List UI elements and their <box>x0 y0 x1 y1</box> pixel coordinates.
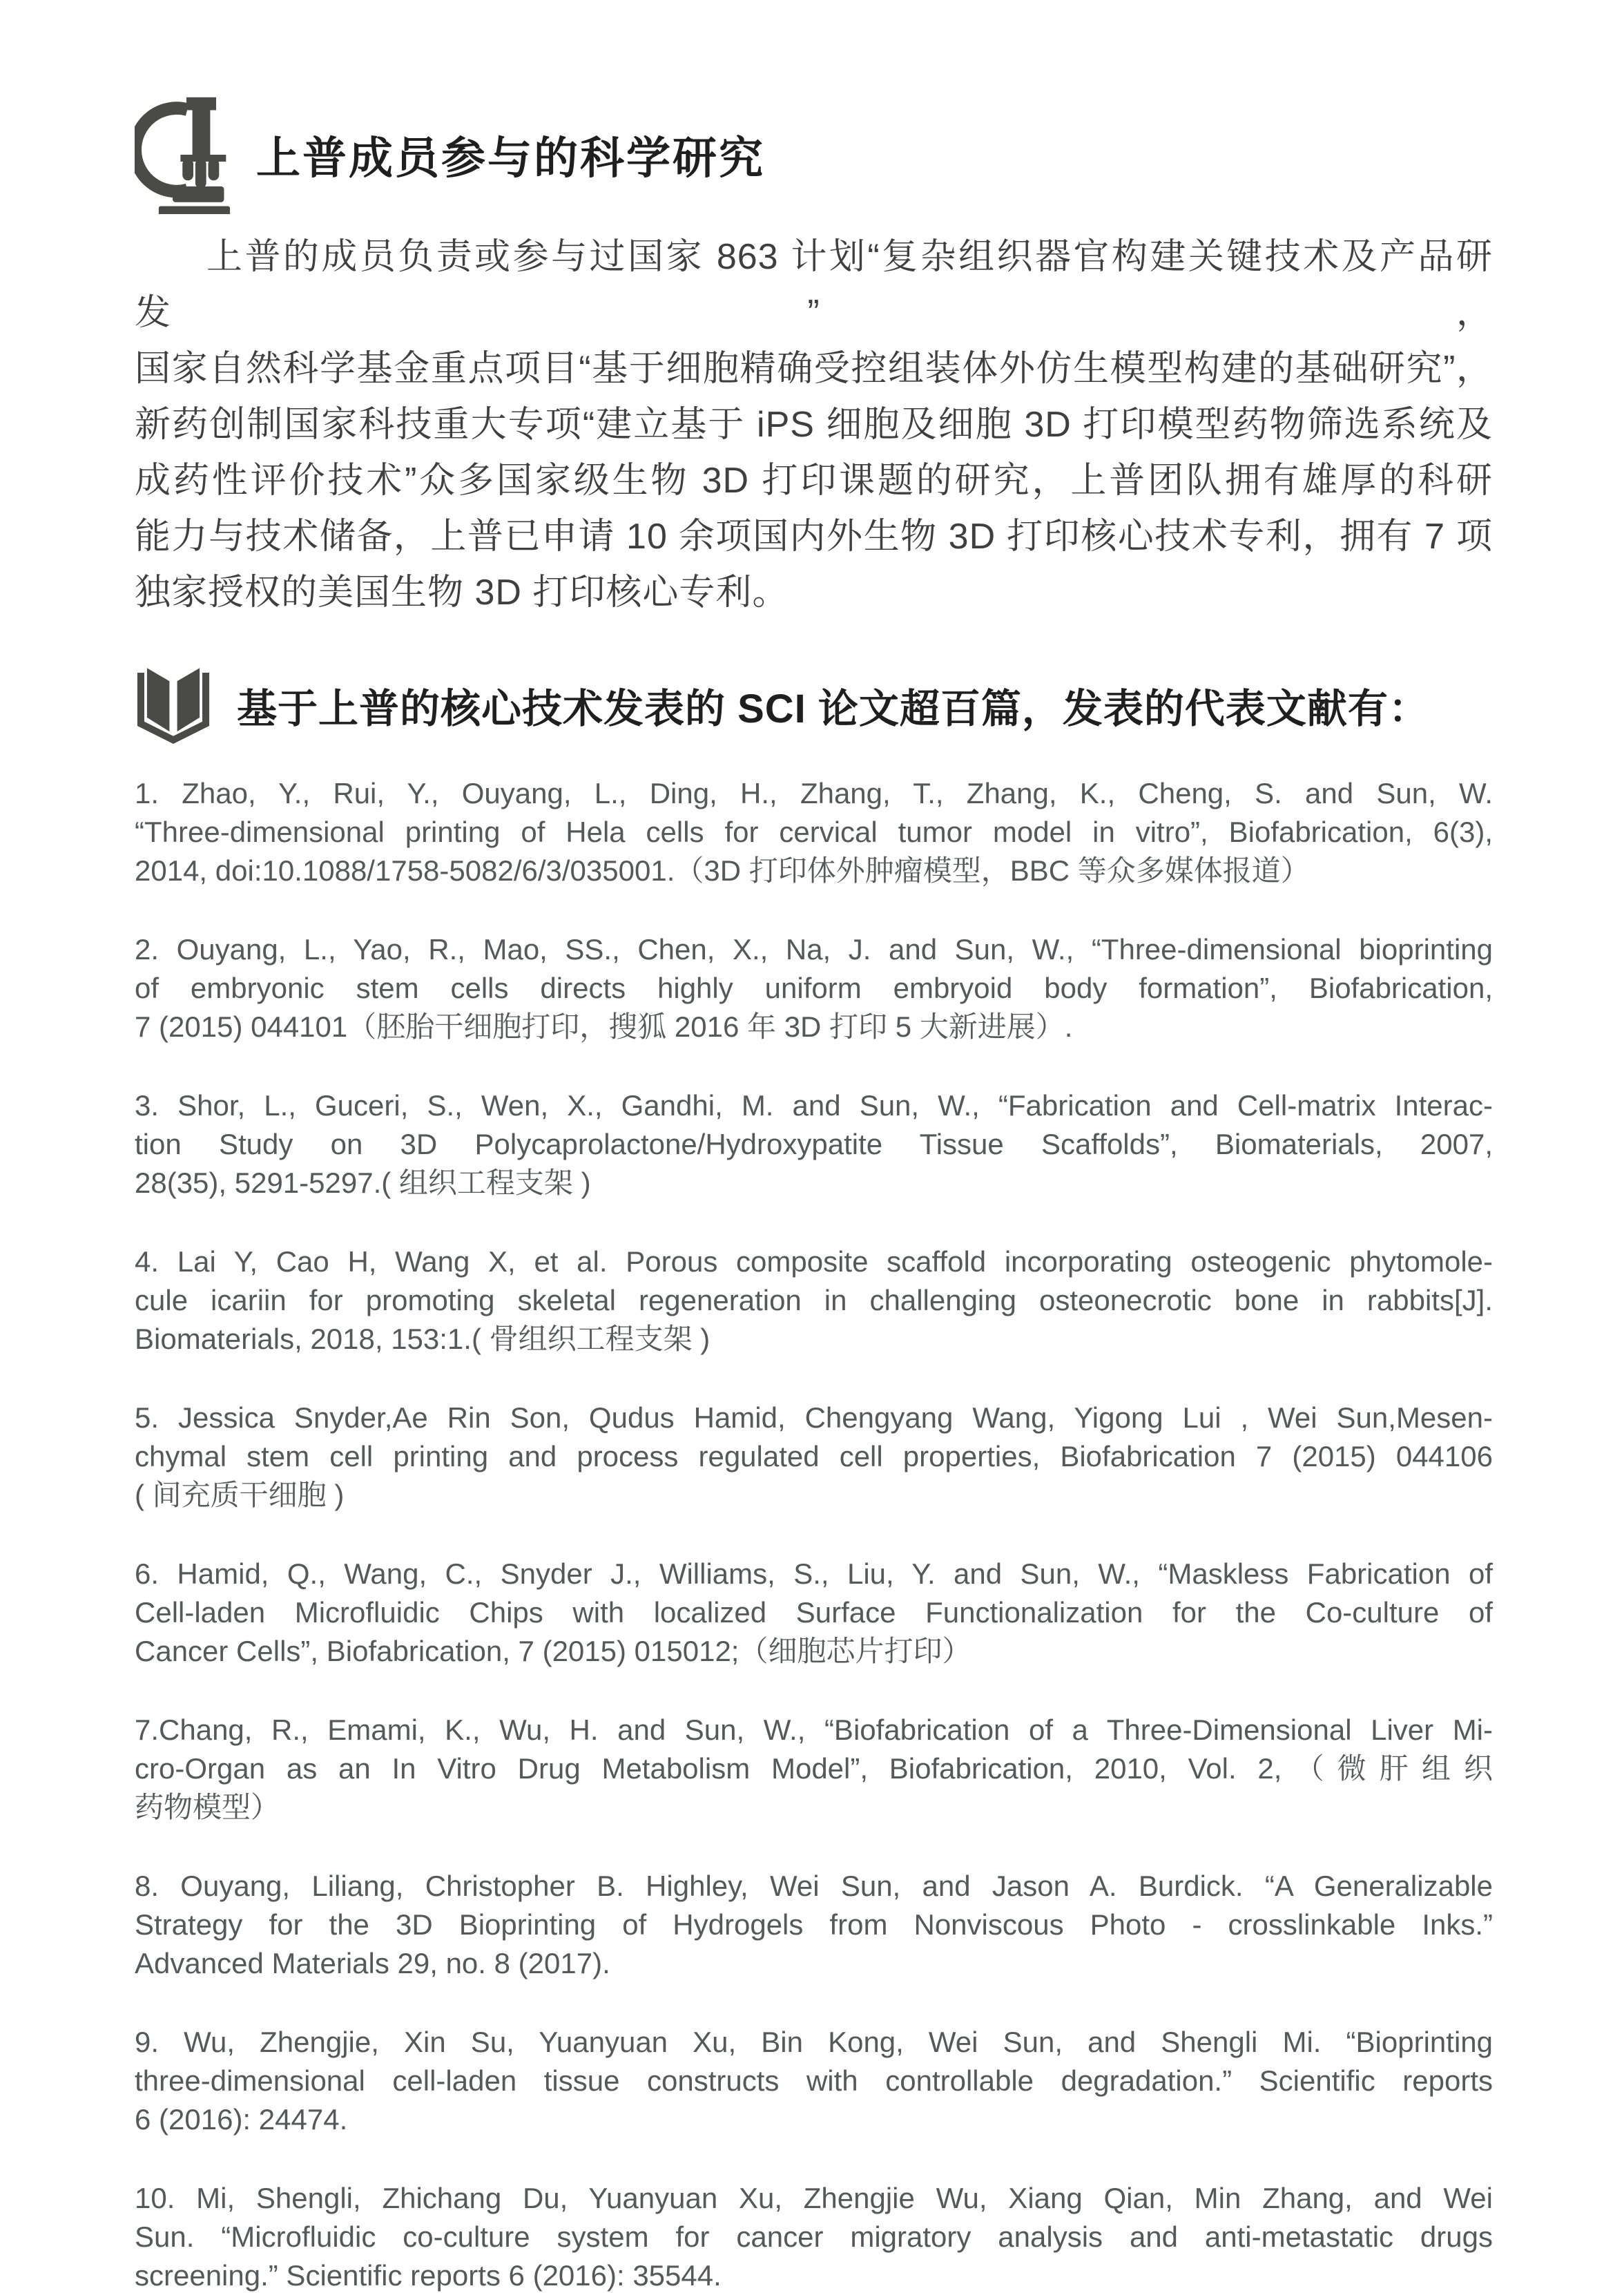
reference-list <box>135 774 1493 2293</box>
paragraph-line: 国家自然科学基金重点项目“基于细胞精确受控组装体外仿生模型构建的基础研究”， <box>135 349 1493 389</box>
reference-line: 3. Shor, L., Guceri, S., Wen, X., Gandhi, M. and Sun, W., “Fabrication and Cell-matrix Interac- <box>135 1089 1493 1122</box>
reference-line: 2014, doi:10.1088/1758-5082/6/3/035001.（3D 打印体外肿瘤模型，BBC 等众多媒体报道） <box>135 854 1310 887</box>
reference-line: 2. Ouyang, L., Yao, R., Mao, SS., Chen, X., Na, J. and Sun, W., “Three-dimensional bioprinting <box>135 933 1493 966</box>
paragraph-line: 独家授权的美国生物 3D 打印核心专利。 <box>135 573 789 613</box>
reference-item <box>135 2179 1493 2293</box>
reference-item <box>135 1086 1493 1202</box>
reference-line: 9. Wu, Zhengjie, Xin Su, Yuanyuan Xu, Bin Kong, Wei Sun, and Shengli Mi. “Bioprinting <box>135 2026 1493 2058</box>
reference-item <box>135 1711 1493 1827</box>
reference-line: 28(35), 5291-5297.( 组织工程支架 ) <box>135 1167 591 1199</box>
reference-item <box>135 1399 1493 1515</box>
reference-line: “Three-dimensional printing of Hela cells for cervical tumor model in vitro”, Biofabrication, 6(3), <box>135 816 1493 848</box>
open-book-icon <box>135 662 212 749</box>
reference-line: 8. Ouyang, Liliang, Christopher B. Highley, Wei Sun, and Jason A. Burdick. “A Generalizable <box>135 1870 1493 1902</box>
reference-line: 7.Chang, R., Emami, K., Wu, H. and Sun, W., “Biofabrication of a Three-Dimensional Liver Mi- <box>135 1714 1493 1746</box>
reference-line: 药物模型） <box>135 1791 280 1823</box>
reference-line: 7 (2015) 044101（胚胎干细胞打印，搜狐 2016 年 3D 打印 5 大新进展）. <box>135 1010 1073 1043</box>
microscope-icon <box>135 95 238 214</box>
reference-line: cro-Organ as an In Vitro Drug Metabolism Model”, Biofabrication, 2010, Vol. 2,（微肝组织 <box>135 1752 1493 1785</box>
reference-line: chymal stem cell printing and process regulated cell properties, Biofabrication 7 (2015) 044106 <box>135 1440 1493 1472</box>
reference-line: Cancer Cells”, Biofabrication, 7 (2015) 015012;（细胞芯片打印） <box>135 1635 972 1667</box>
paragraph-line: 上普的成员负责或参与过国家 863 计划“复杂组织器官构建关键技术及产品研发”， <box>135 237 1493 333</box>
reference-line: 5. Jessica Snyder,Ae Rin Son, Qudus Hamid, Chengyang Wang, Yigong Lui , Wei Sun,Mesen- <box>135 1401 1493 1434</box>
reference-item <box>135 1243 1493 1359</box>
publications-section-title: 基于上普的核心技术发表的 SCI 论文超百篇，发表的代表文献有： <box>237 687 1429 731</box>
reference-line: of embryonic stem cells directs highly uniform embryoid body formation”, Biofabrication, <box>135 972 1493 1004</box>
reference-line: Sun. “Microfluidic co-culture system for cancer migratory analysis and anti-metastatic drugs <box>135 2220 1493 2253</box>
research-section-header <box>135 95 1493 214</box>
reference-line: three-dimensional cell-laden tissue constructs with controllable degradation.” Scientific reports <box>135 2064 1493 2097</box>
reference-line: screening.” Scientific reports 6 (2016): 35544. <box>135 2259 722 2292</box>
reference-line: cule icariin for promoting skeletal regeneration in challenging osteonecrotic bone in rabbits[J]. <box>135 1284 1493 1316</box>
reference-item <box>135 1867 1493 1983</box>
reference-line: 1. Zhao, Y., Rui, Y., Ouyang, L., Ding, H., Zhang, T., Zhang, K., Cheng, S. and Sun, W. <box>135 777 1493 809</box>
research-paragraph <box>135 229 1493 621</box>
reference-item <box>135 930 1493 1046</box>
reference-line: tion Study on 3D Polycaprolactone/Hydroxypatite Tissue Scaffolds”, Biomaterials, 2007, <box>135 1128 1493 1160</box>
paragraph-line: 能力与技术储备，上普已申请 10 余项国内外生物 3D 打印核心技术专利，拥有 7 项 <box>135 517 1493 557</box>
paragraph-line: 新药创制国家科技重大专项“建立基于 iPS 细胞及细胞 3D 打印模型药物筛选系统及 <box>135 405 1493 445</box>
reference-line: 6. Hamid, Q., Wang, C., Snyder J., Williams, S., Liu, Y. and Sun, W., “Maskless Fabrication of <box>135 1557 1493 1590</box>
publications-section-header <box>135 660 1493 751</box>
reference-line: 4. Lai Y, Cao H, Wang X, et al. Porous composite scaffold incorporating osteogenic phytomole- <box>135 1245 1493 1278</box>
reference-line: Biomaterials, 2018, 153:1.( 骨组织工程支架 ) <box>135 1323 710 1355</box>
reference-line: Advanced Materials 29, no. 8 (2017). <box>135 1947 610 1979</box>
reference-item <box>135 2023 1493 2139</box>
reference-line: ( 间充质干细胞 ) <box>135 1479 345 1511</box>
reference-line: Strategy for the 3D Bioprinting of Hydrogels from Nonviscous Photo - crosslinkable Inks.” <box>135 1908 1493 1941</box>
reference-line: 6 (2016): 24474. <box>135 2103 348 2136</box>
reference-item <box>135 774 1493 890</box>
research-section-title: 上普成员参与的科学研究 <box>256 133 765 183</box>
reference-line: 10. Mi, Shengli, Zhichang Du, Yuanyuan Xu, Zhengjie Wu, Xiang Qian, Min Zhang, and Wei <box>135 2182 1493 2214</box>
reference-line: Cell-laden Microfluidic Chips with localized Surface Functionalization for the Co-culture of <box>135 1596 1493 1629</box>
reference-item <box>135 1555 1493 1671</box>
paragraph-line: 成药性评价技术”众多国家级生物 3D 打印课题的研究，上普团队拥有雄厚的科研 <box>135 461 1493 501</box>
